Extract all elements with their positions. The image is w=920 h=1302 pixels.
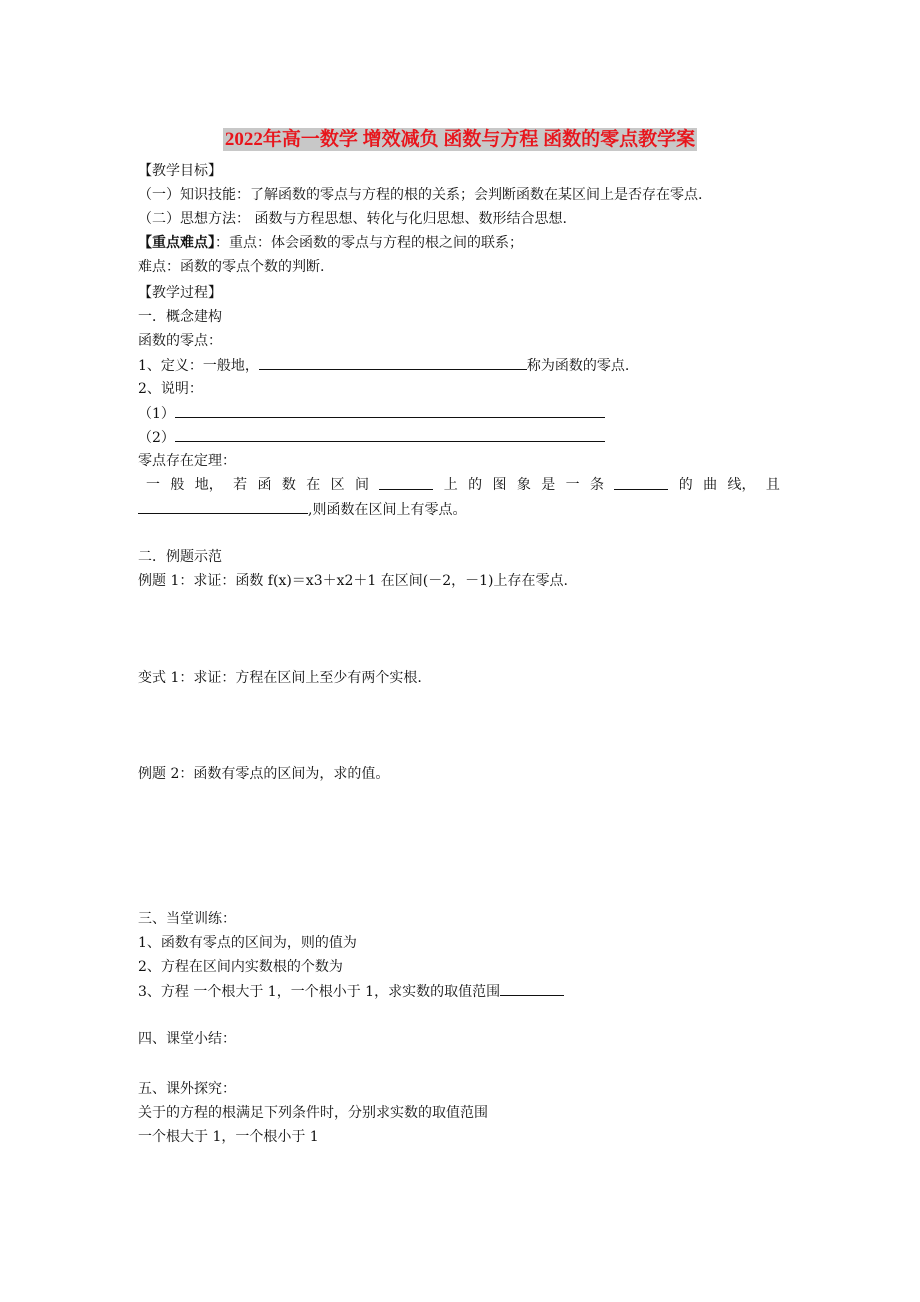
theorem-word: 般 xyxy=(170,477,185,493)
blank xyxy=(175,404,605,418)
training-3: 3、方程 一个根大于 1，一个根小于 1，求实数的取值范围 xyxy=(138,982,564,1001)
goal-2: （二）思想方法： 函数与方程思想、转化与化归思想、数形结合思想. xyxy=(138,211,567,227)
theorem-word: 函 xyxy=(257,477,272,493)
blank xyxy=(614,476,668,490)
training-1: 1、函数有零点的区间为，则的值为 xyxy=(138,935,357,951)
theorem-word: 一 xyxy=(565,477,580,493)
blank xyxy=(379,476,433,490)
theorem-word: 地， xyxy=(194,477,223,493)
training-2: 2、方程在区间内实数根的个数为 xyxy=(138,959,343,975)
theorem-word: 是 xyxy=(541,477,556,493)
blank xyxy=(138,500,308,514)
explore-2: 一个根大于 1，一个根小于 1 xyxy=(138,1129,319,1145)
theorem-line xyxy=(138,476,780,494)
note-1: （1） xyxy=(138,404,605,423)
goal-heading: 【教学目标】 xyxy=(138,163,222,179)
section-1: 一．概念建构 xyxy=(138,309,222,325)
section-4: 四、课堂小结： xyxy=(138,1031,236,1047)
theorem-word: 上 xyxy=(443,477,458,493)
theorem-word: 数 xyxy=(281,477,296,493)
theorem-word: 一 xyxy=(146,477,160,493)
theorem-word: 线， xyxy=(727,477,756,493)
theorem-word: 的 xyxy=(678,477,693,493)
theorem-word: 间 xyxy=(355,477,369,493)
difficulty: 难点：函数的零点个数的判断. xyxy=(138,259,325,275)
blank xyxy=(500,982,564,996)
section-3: 三、当堂训练： xyxy=(138,911,236,927)
variant-1: 变式 1：求证：方程在区间上至少有两个实根. xyxy=(138,670,422,686)
theorem-word: 的 xyxy=(468,477,483,493)
theorem-word: 在 xyxy=(306,477,321,493)
theorem-word: 且 xyxy=(765,477,780,493)
process-heading: 【教学过程】 xyxy=(138,285,222,301)
example-1: 例题 1：求证：函数 f(x)＝x3＋x2＋1 在区间(－2，－1)上存在零点. xyxy=(138,573,568,589)
theorem-word: 象 xyxy=(516,477,531,493)
theorem-word: 若 xyxy=(233,477,248,493)
note: 2、说明： xyxy=(138,381,203,397)
theorem-word: 曲 xyxy=(703,477,718,493)
blank xyxy=(259,356,527,370)
note-2: （2） xyxy=(138,428,605,447)
theorem-heading: 零点存在定理： xyxy=(138,453,236,469)
document-title: 2022年高一数学 增效减负 函数与方程 函数的零点教学案 xyxy=(224,129,696,150)
key-points: 【重点难点】：重点：体会函数的零点与方程的根之间的联系； xyxy=(138,235,523,251)
theorem-line-2: ,则函数在区间上有零点。 xyxy=(138,500,466,519)
definition: 1、定义：一般地， 称为函数的零点. xyxy=(138,358,630,374)
theorem-word: 条 xyxy=(590,477,604,493)
explore-1: 关于的方程的根满足下列条件时，分别求实数的取值范围 xyxy=(138,1105,488,1121)
example-2: 例题 2：函数有零点的区间为，求的值。 xyxy=(138,766,390,782)
blank xyxy=(175,428,605,442)
theorem-word: 区 xyxy=(330,477,345,493)
zero-heading: 函数的零点： xyxy=(138,333,222,349)
goal-1: （一）知识技能：了解函数的零点与方程的根的关系；会判断函数在某区间上是否存在零点. xyxy=(138,187,703,203)
theorem-word: 图 xyxy=(492,477,507,493)
section-5: 五、课外探究： xyxy=(138,1081,236,1097)
section-2: 二．例题示范 xyxy=(138,549,222,565)
